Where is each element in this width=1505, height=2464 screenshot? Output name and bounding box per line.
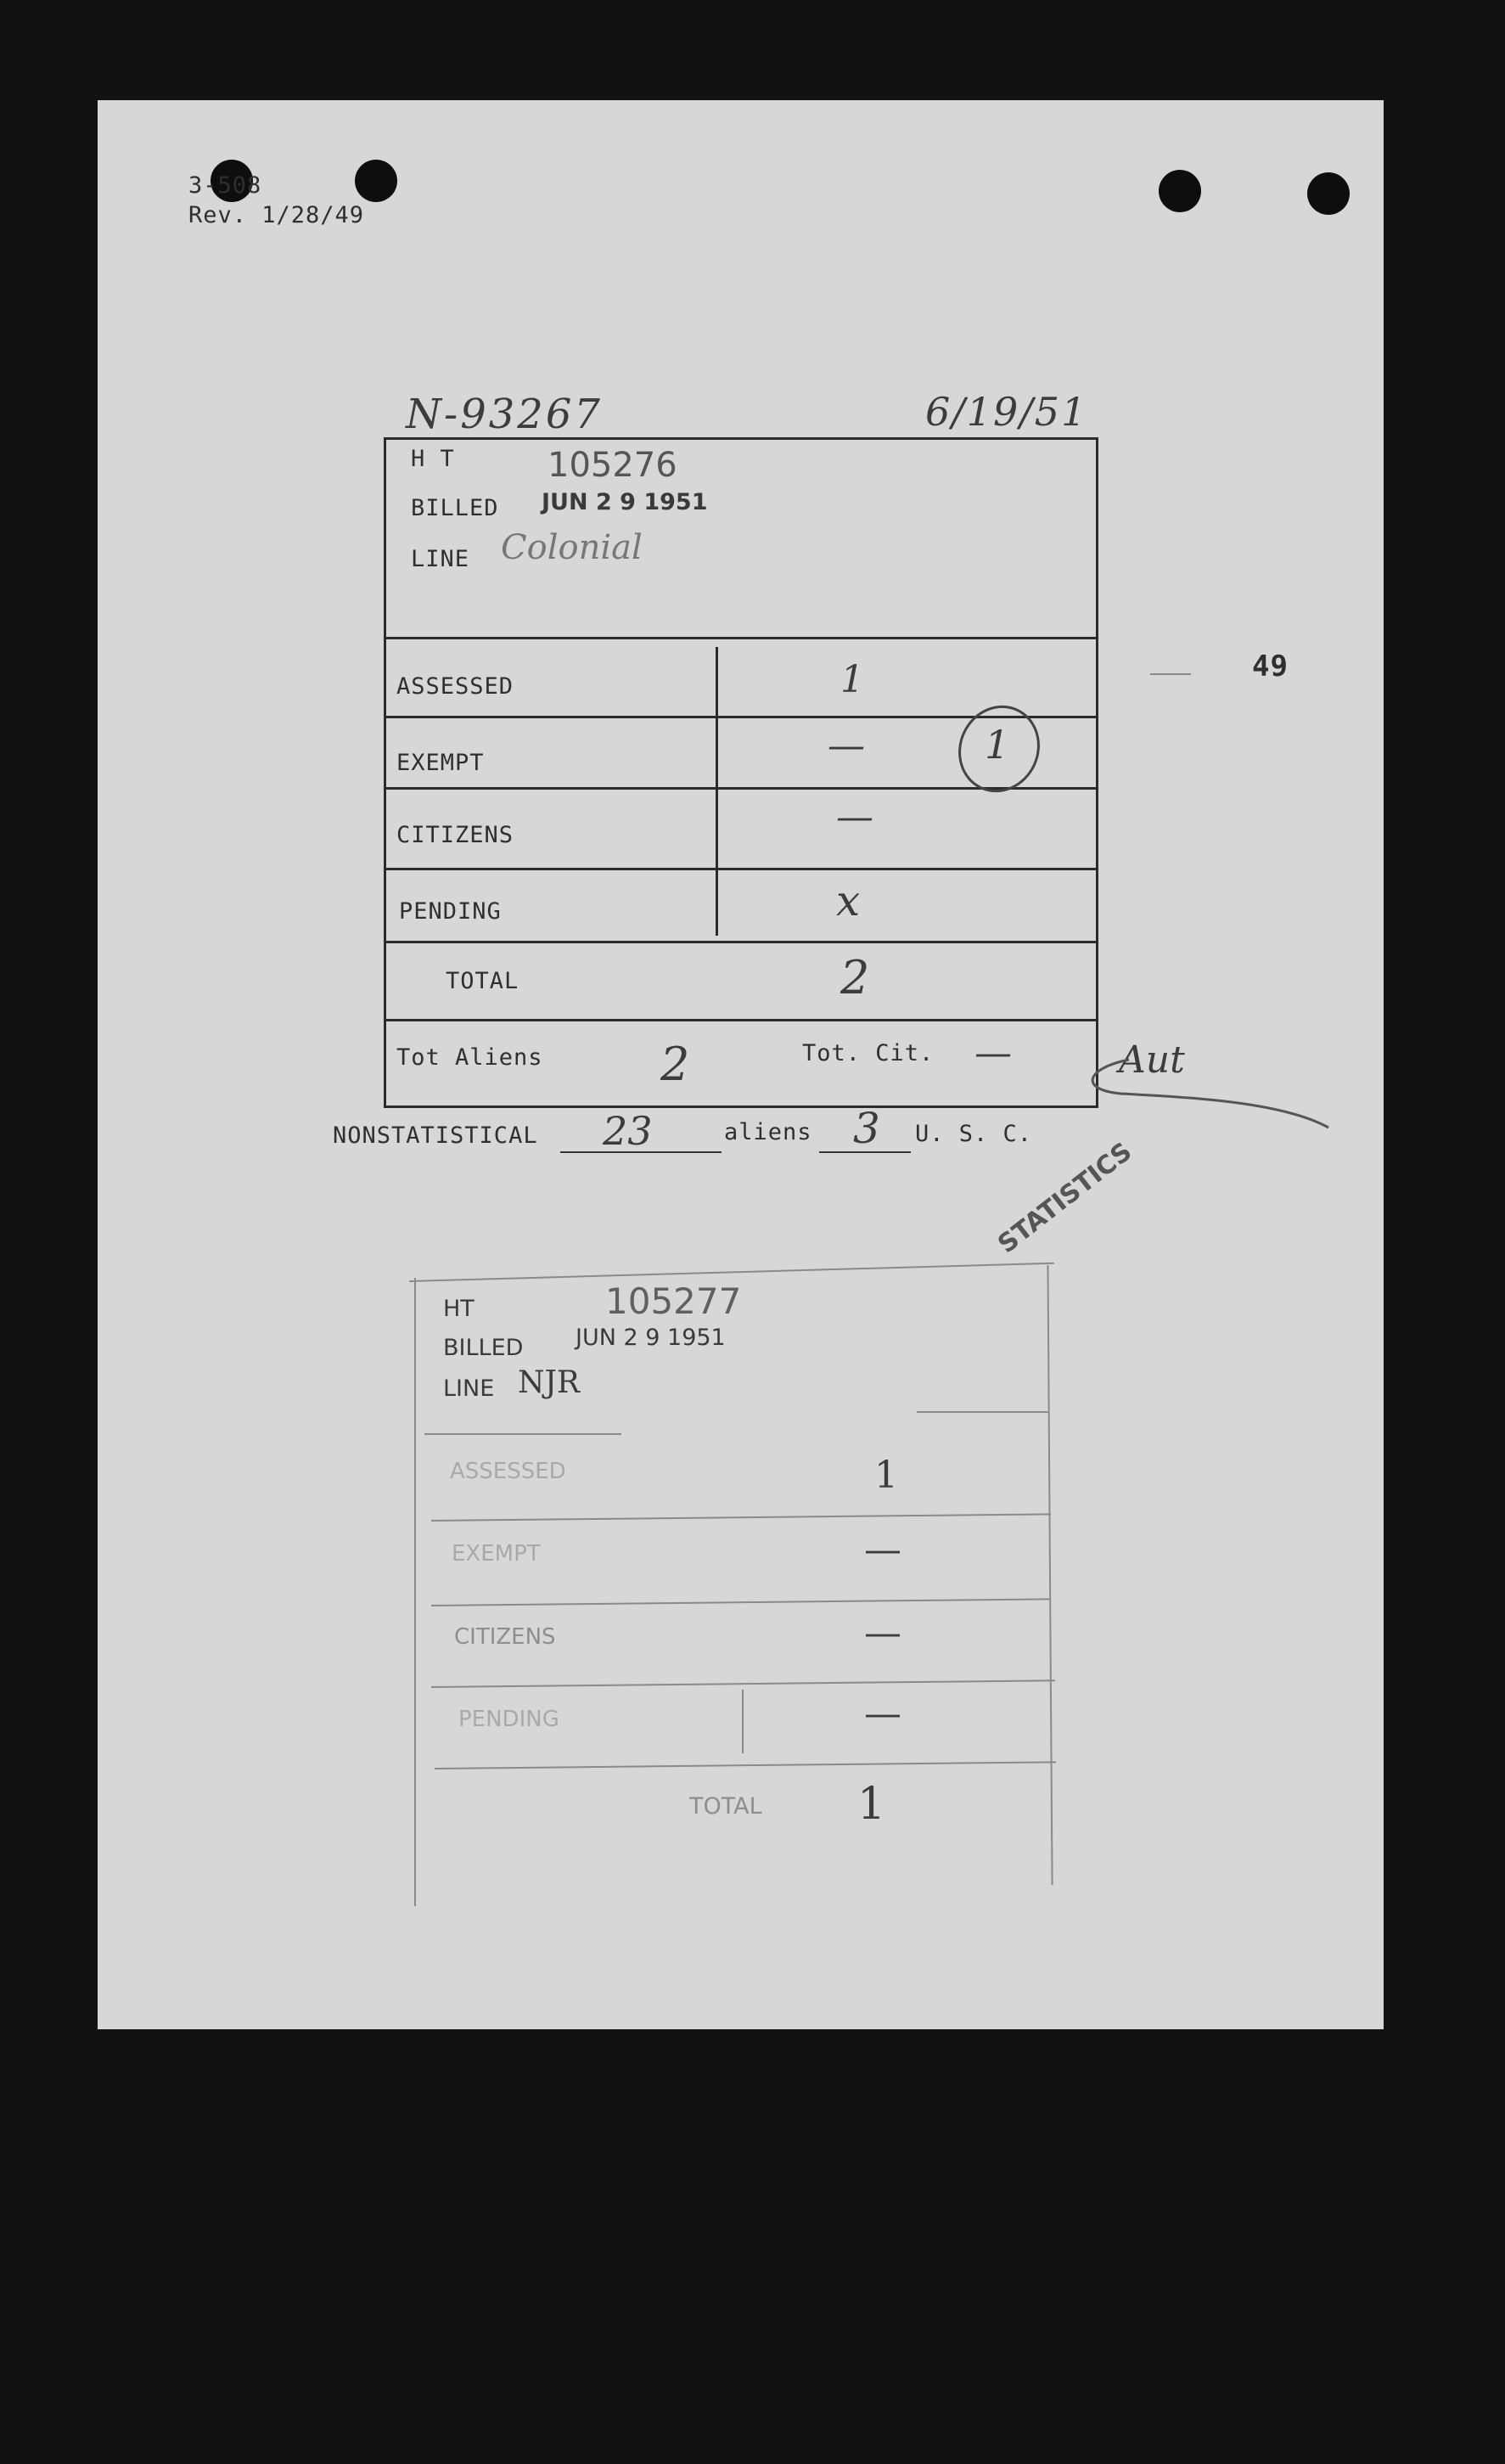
date-handwritten: 6/19/51 (925, 389, 1088, 435)
card2-line-label: LINE (443, 1375, 495, 1402)
card1-border-left (384, 437, 386, 1108)
nonstatistical-usc-value: 3 (853, 1104, 880, 1153)
total-label: TOTAL (446, 968, 519, 994)
card2-row-label-citizens: CITIZENS (454, 1624, 556, 1650)
card2-total-value: 1 (857, 1779, 886, 1830)
form-revision: Rev. 1/28/49 (188, 202, 365, 228)
row-value-pending: x (836, 876, 861, 925)
card2-row-value-assessed: 1 (874, 1454, 898, 1497)
card2-header-divider-right (917, 1411, 1048, 1413)
row-label-pending: PENDING (399, 898, 502, 925)
tot-aliens-label: Tot Aliens (396, 1044, 543, 1071)
ht-label: H T (411, 446, 455, 472)
card1-row-divider (384, 1019, 1098, 1021)
card2-billed-label: BILLED (443, 1335, 524, 1361)
punch-hole (1159, 170, 1201, 212)
card2-row-label-pending: PENDING (458, 1707, 559, 1732)
row-value-assessed: 1 (840, 658, 864, 701)
card1-border-top (384, 437, 1098, 440)
card2-border-left (414, 1278, 416, 1906)
initials-flourish (1070, 1043, 1341, 1136)
card2-ht-label: HT (443, 1296, 475, 1322)
card2-line-value: NJR (518, 1365, 581, 1400)
ht-number: 105276 (548, 446, 677, 485)
row-label-assessed: ASSESSED (396, 673, 514, 700)
card2-total-label: TOTAL (689, 1793, 762, 1820)
initials: Aut (1119, 1038, 1185, 1082)
card1-header-divider (384, 637, 1098, 639)
circled-note: 1 (985, 722, 1010, 768)
billed-label: BILLED (411, 495, 499, 521)
row-value-citizens: — (836, 796, 873, 839)
card2-row-value-citizens: — (864, 1612, 901, 1655)
card2-row-label-exempt: EXEMPT (452, 1541, 541, 1567)
row-label-exempt: EXEMPT (396, 750, 485, 776)
card1-border-bottom (384, 1105, 1098, 1108)
card2-billed-stamp: JUN 2 9 1951 (576, 1325, 726, 1351)
card1-row-divider (384, 868, 1098, 870)
manifest-number: N-93267 (406, 391, 603, 438)
card2-row-label-assessed: ASSESSED (450, 1459, 566, 1484)
card2-column-divider (742, 1690, 744, 1753)
row-value-exempt: — (828, 724, 865, 768)
card2-row-value-pending: — (864, 1692, 901, 1735)
card1-border-right (1096, 437, 1098, 1108)
card2-header-divider (424, 1433, 621, 1435)
nonstatistical-usc-label: U. S. C. (915, 1121, 1033, 1147)
form-number: 3-508 (188, 172, 262, 199)
nonstatistical-label: NONSTATISTICAL (333, 1122, 538, 1149)
card2-ht-number: 105277 (605, 1280, 742, 1322)
tot-cit-label: Tot. Cit. (802, 1040, 935, 1066)
nonstatistical-aliens-value: 23 (603, 1108, 653, 1154)
card1-row-divider (384, 941, 1098, 943)
margin-dash (1150, 673, 1191, 675)
line-label: LINE (411, 546, 470, 572)
statistics-stamp: STATISTICS (992, 1136, 1138, 1260)
punch-hole (355, 160, 397, 202)
page-number: 49 (1252, 650, 1289, 684)
punch-hole (1307, 172, 1350, 215)
tot-aliens-value: 2 (660, 1038, 690, 1091)
line-value: Colonial (501, 528, 643, 567)
billed-stamp: JUN 2 9 1951 (542, 489, 708, 515)
row-label-citizens: CITIZENS (396, 822, 514, 848)
tot-cit-value: — (974, 1032, 1012, 1075)
nonstatistical-aliens-label: aliens (724, 1119, 812, 1145)
total-value: 2 (840, 951, 870, 1004)
card2-row-value-exempt: — (864, 1528, 901, 1572)
card1-column-divider (716, 647, 718, 936)
